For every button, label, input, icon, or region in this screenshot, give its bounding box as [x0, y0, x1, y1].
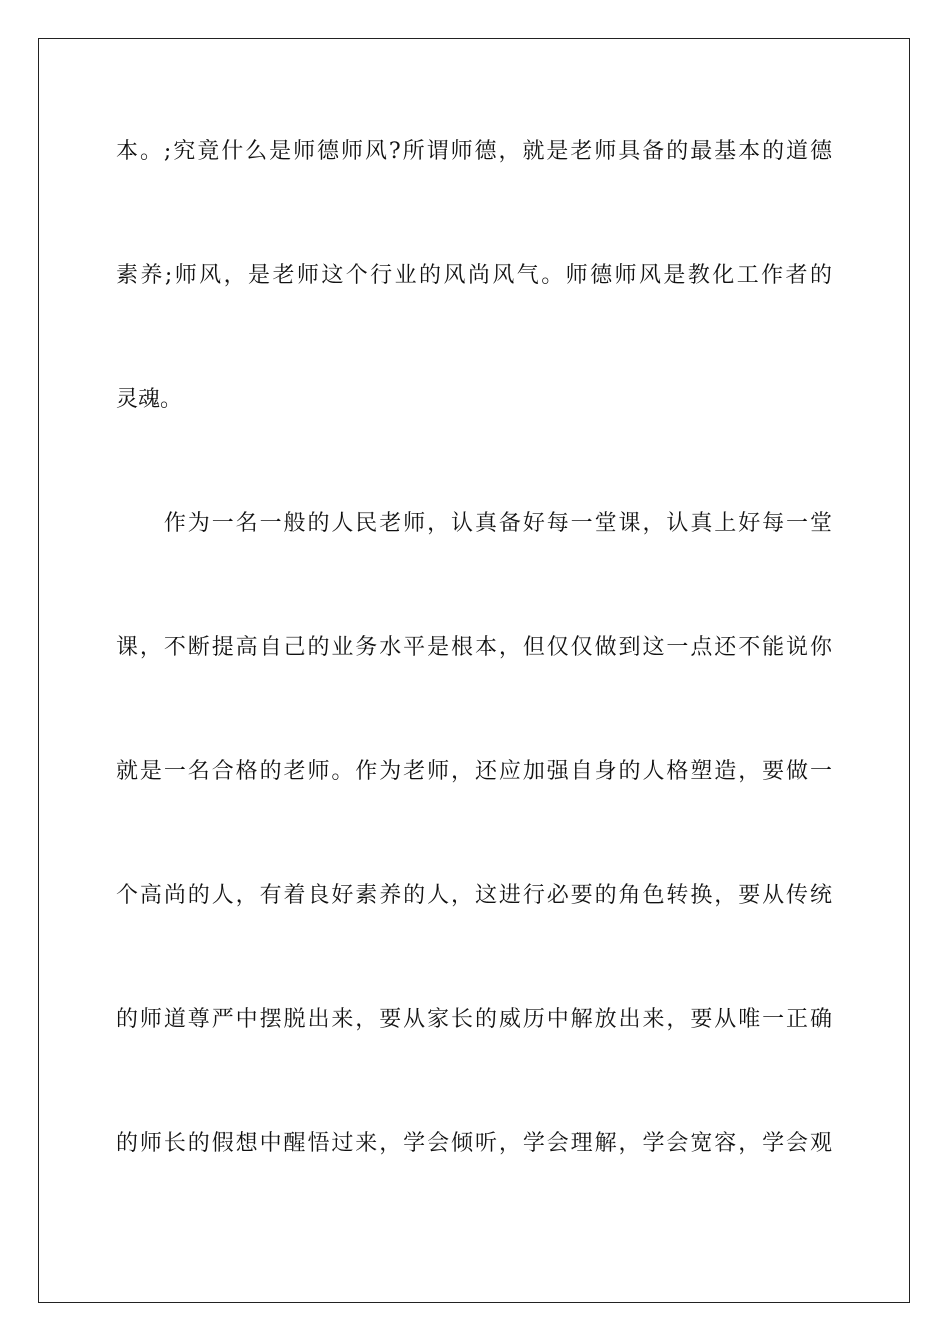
text-line-1: 本。;究竟什么是师德师风?所谓师德，就是老师具备的最基本的道德: [116, 139, 832, 164]
text-line-3: 灵魂。: [116, 387, 183, 412]
text-line-4: 作为一名一般的人民老师，认真备好每一堂课，认真上好每一堂: [116, 511, 832, 536]
text-line-5: 课，不断提高自己的业务水平是根本，但仅仅做到这一点还不能说你: [116, 635, 832, 660]
text-line-8: 的师道尊严中摆脱出来，要从家长的威历中解放出来，要从唯一正确: [116, 1007, 832, 1032]
page-border: [38, 38, 910, 1303]
text-line-9: 的师长的假想中醒悟过来，学会倾听，学会理解，学会宽容，学会观: [116, 1131, 832, 1156]
text-line-2: 素养;师风，是老师这个行业的风尚风气。师德师风是教化工作者的: [116, 263, 832, 288]
text-line-7: 个高尚的人，有着良好素养的人，这进行必要的角色转换，要从传统: [116, 883, 832, 908]
text-line-6: 就是一名合格的老师。作为老师，还应加强自身的人格塑造，要做一: [116, 759, 832, 784]
